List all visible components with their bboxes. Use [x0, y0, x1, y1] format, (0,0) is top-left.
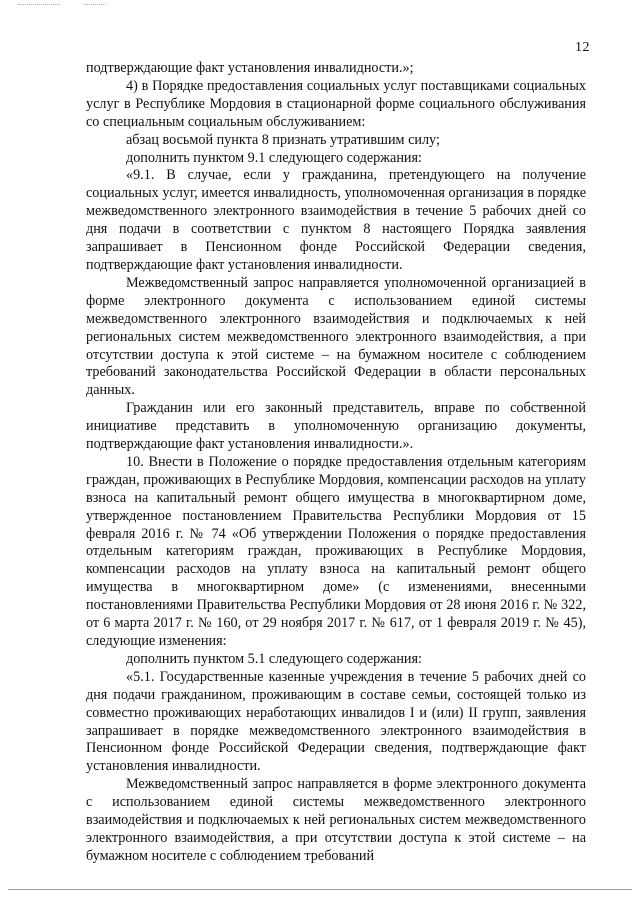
paragraph-interagency-request: Межведомственный запрос направляется уполномоченной организацией в форме электронного документа с использованием единой системы межведомственного электронного взаимодействия и подключаемых к ней региональных систем межведомственного электронного взаимодействия, а при отсутствии доступа к этой системе – на бумажном носителе с соблюдением требований законодательства Российской Федерации в области персональных данных.: [86, 274, 586, 399]
page-number: 12: [575, 40, 590, 55]
scan-artifact: [18, 4, 60, 6]
paragraph-clause-9-1: «9.1. В случае, если у гражданина, претендующего на получение социальных услуг, имеется инвалидность, уполномоченная организация в порядке межведомственного электронного взаимодействия в течение 5 рабочих дней со дня подачи в соответствии с пунктом 8 настоящего Порядка заявления запрашивает в Пенсионном фонде Российской Федерации сведения, подтверждающие факт установления инвалидности.: [86, 167, 586, 273]
paragraph-interagency-request-2: Межведомственный запрос направляется в форме электронного документа с использованием единой системы межведомственного электронного взаимодействия и подключаемых к ней региональных систем межведомственного электронного взаимодействия, а при отсутствии доступа к этой системе – на бумажном носителе с соблюдением требований: [86, 776, 586, 864]
paragraph-citizen-initiative: Гражданин или его законный представитель, вправе по собственной инициативе представить в уполномоченную организацию документы, подтверждающие факт установления инвалидности.».: [86, 400, 586, 453]
paragraph-continuation: подтверждающие факт установления инвалидности.»;: [86, 60, 414, 76]
paragraph-amendment-8: абзац восьмой пункта 8 признать утратившим силу;: [126, 131, 440, 148]
paragraph-item-10: 10. Внести в Положение о порядке предоставления отдельным категориям граждан, проживающих в Республике Мордовия, компенсации расходов на уплату взноса на капитальный ремонт общего имущества в многоквартирном доме, утвержденное постановлением Правительства Республики Мордовия от 15 февраля 2016 г. № 74 «Об утверждении Положения о порядке предоставления отдельным категориям граждан, проживающих в Республике Мордовия, компенсации расходов на уплату взноса на капитальный ремонт общего имущества в многоквартирном доме» (с изменениями, внесенными постановлениями Правительства Республики Мордовия от 28 июня 2016 г. № 322, от 6 марта 2017 г. № 160, от 29 ноября 2017 г. № 617, от 1 февраля 2019 г. № 45), следующие изменения:: [86, 453, 586, 649]
paragraph-add-5-1: дополнить пунктом 5.1 следующего содержания:: [126, 650, 422, 667]
paragraph-add-9-1: дополнить пунктом 9.1 следующего содержания:: [126, 149, 422, 166]
document-body: [86, 60, 586, 866]
paragraph-clause-5-1: «5.1. Государственные казенные учреждения в течение 5 рабочих дней со дня подачи гражданином, проживающим в составе семьи, состоящей только из совместно проживающих неработающих инвалидов I и (или) II групп, заявления запрашивает в порядке межведомственного электронного взаимодействия в Пенсионном фонде Российской Федерации сведения, подтверждающие факт установления инвалидности.: [86, 668, 586, 775]
scan-artifact: [84, 4, 106, 6]
page-bottom-edge: [8, 889, 632, 890]
paragraph-item-4: 4) в Порядке предоставления социальных услуг поставщиками социальных услуг в Республике Мордовия в стационарной форме социального обслуживания со специальным социальным обслуживанием:: [86, 77, 586, 130]
